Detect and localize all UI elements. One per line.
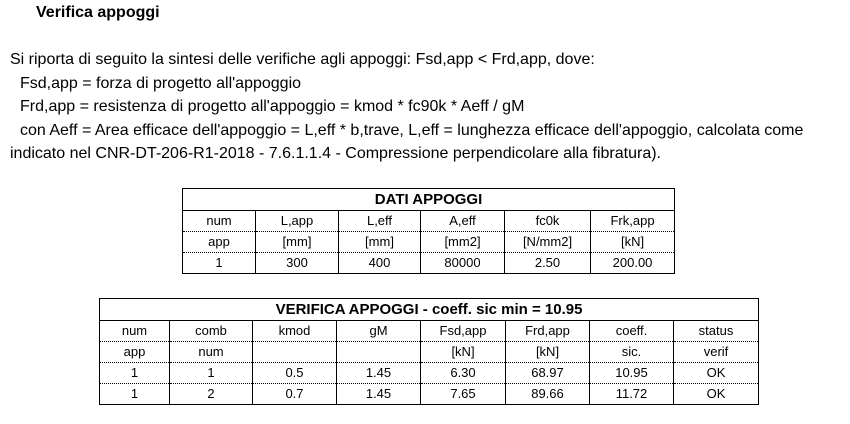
column-unit: [kN]: [421, 342, 506, 363]
column-header: coeff.: [590, 321, 674, 342]
status-cell: OK: [674, 363, 759, 384]
table-cell: 7.65: [421, 384, 506, 405]
table-cell: 1: [100, 363, 170, 384]
column-header: fc0k: [505, 211, 591, 232]
dati-appoggi-table: [182, 188, 675, 274]
column-header: Fsd,app: [421, 321, 506, 342]
table-cell: 1.45: [337, 384, 421, 405]
table-cell: 10.95: [590, 363, 674, 384]
paragraph-line: Si riporta di seguito la sintesi delle verifiche agli appoggi: Fsd,app < Frd,app, dove:: [10, 51, 595, 68]
status-cell: OK: [674, 384, 759, 405]
table-cell: 2: [170, 384, 253, 405]
table-cell: 6.30: [421, 363, 506, 384]
table-row: [100, 384, 759, 405]
table-cell: 300: [256, 253, 339, 274]
table-row: [183, 253, 675, 274]
column-unit: sic.: [590, 342, 674, 363]
column-unit: [kN]: [506, 342, 590, 363]
verifica-appoggi-table: [99, 298, 759, 405]
column-unit: app: [100, 342, 170, 363]
column-header: Frk,app: [591, 211, 675, 232]
table-cell: 0.7: [253, 384, 337, 405]
table-cell: 1.45: [337, 363, 421, 384]
column-header: L,app: [256, 211, 339, 232]
column-header: Frd,app: [506, 321, 590, 342]
table-cell: 1: [100, 384, 170, 405]
column-unit: [kN]: [591, 232, 675, 253]
description-paragraph: [10, 48, 850, 166]
column-unit: [337, 342, 421, 363]
section-heading: Verifica appoggi: [36, 4, 160, 21]
table-cell: 11.72: [590, 384, 674, 405]
table-title: VERIFICA APPOGGI - coeff. sic min = 10.95: [100, 299, 759, 321]
paragraph-line: indicato nel CNR-DT-206-R1-2018 - 7.6.1.1.4 - Compressione perpendicolare alla fibratura).: [10, 145, 661, 162]
table-cell: 2.50: [505, 253, 591, 274]
column-header: comb: [170, 321, 253, 342]
table-cell: 1: [183, 253, 256, 274]
column-header: A,eff: [421, 211, 505, 232]
table-row: [100, 363, 759, 384]
column-header: num: [183, 211, 256, 232]
column-unit: verif: [674, 342, 759, 363]
table-title: DATI APPOGGI: [183, 189, 675, 211]
column-header: L,eff: [339, 211, 421, 232]
table-cell: 89.66: [506, 384, 590, 405]
table-cell: 80000: [421, 253, 505, 274]
column-unit: [253, 342, 337, 363]
paragraph-line: Frd,app = resistenza di progetto all'appoggio = kmod * fc90k * Aeff / gM: [20, 98, 525, 115]
column-header: gM: [337, 321, 421, 342]
column-header: num: [100, 321, 170, 342]
column-header: kmod: [253, 321, 337, 342]
table-cell: 1: [170, 363, 253, 384]
column-unit: num: [170, 342, 253, 363]
column-header: status: [674, 321, 759, 342]
table-cell: 0.5: [253, 363, 337, 384]
column-unit: [mm2]: [421, 232, 505, 253]
column-unit: app: [183, 232, 256, 253]
paragraph-line: Fsd,app = forza di progetto all'appoggio: [20, 74, 302, 92]
column-unit: [N/mm2]: [505, 232, 591, 253]
table-cell: 200.00: [591, 253, 675, 274]
table-cell: 400: [339, 253, 421, 274]
column-unit: [mm]: [256, 232, 339, 253]
paragraph-line: con Aeff = Area efficace dell'appoggio = L,eff * b,trave, L,eff = lunghezza efficace dell'appoggio, calcolata come: [20, 121, 804, 139]
column-unit: [mm]: [339, 232, 421, 253]
table-cell: 68.97: [506, 363, 590, 384]
